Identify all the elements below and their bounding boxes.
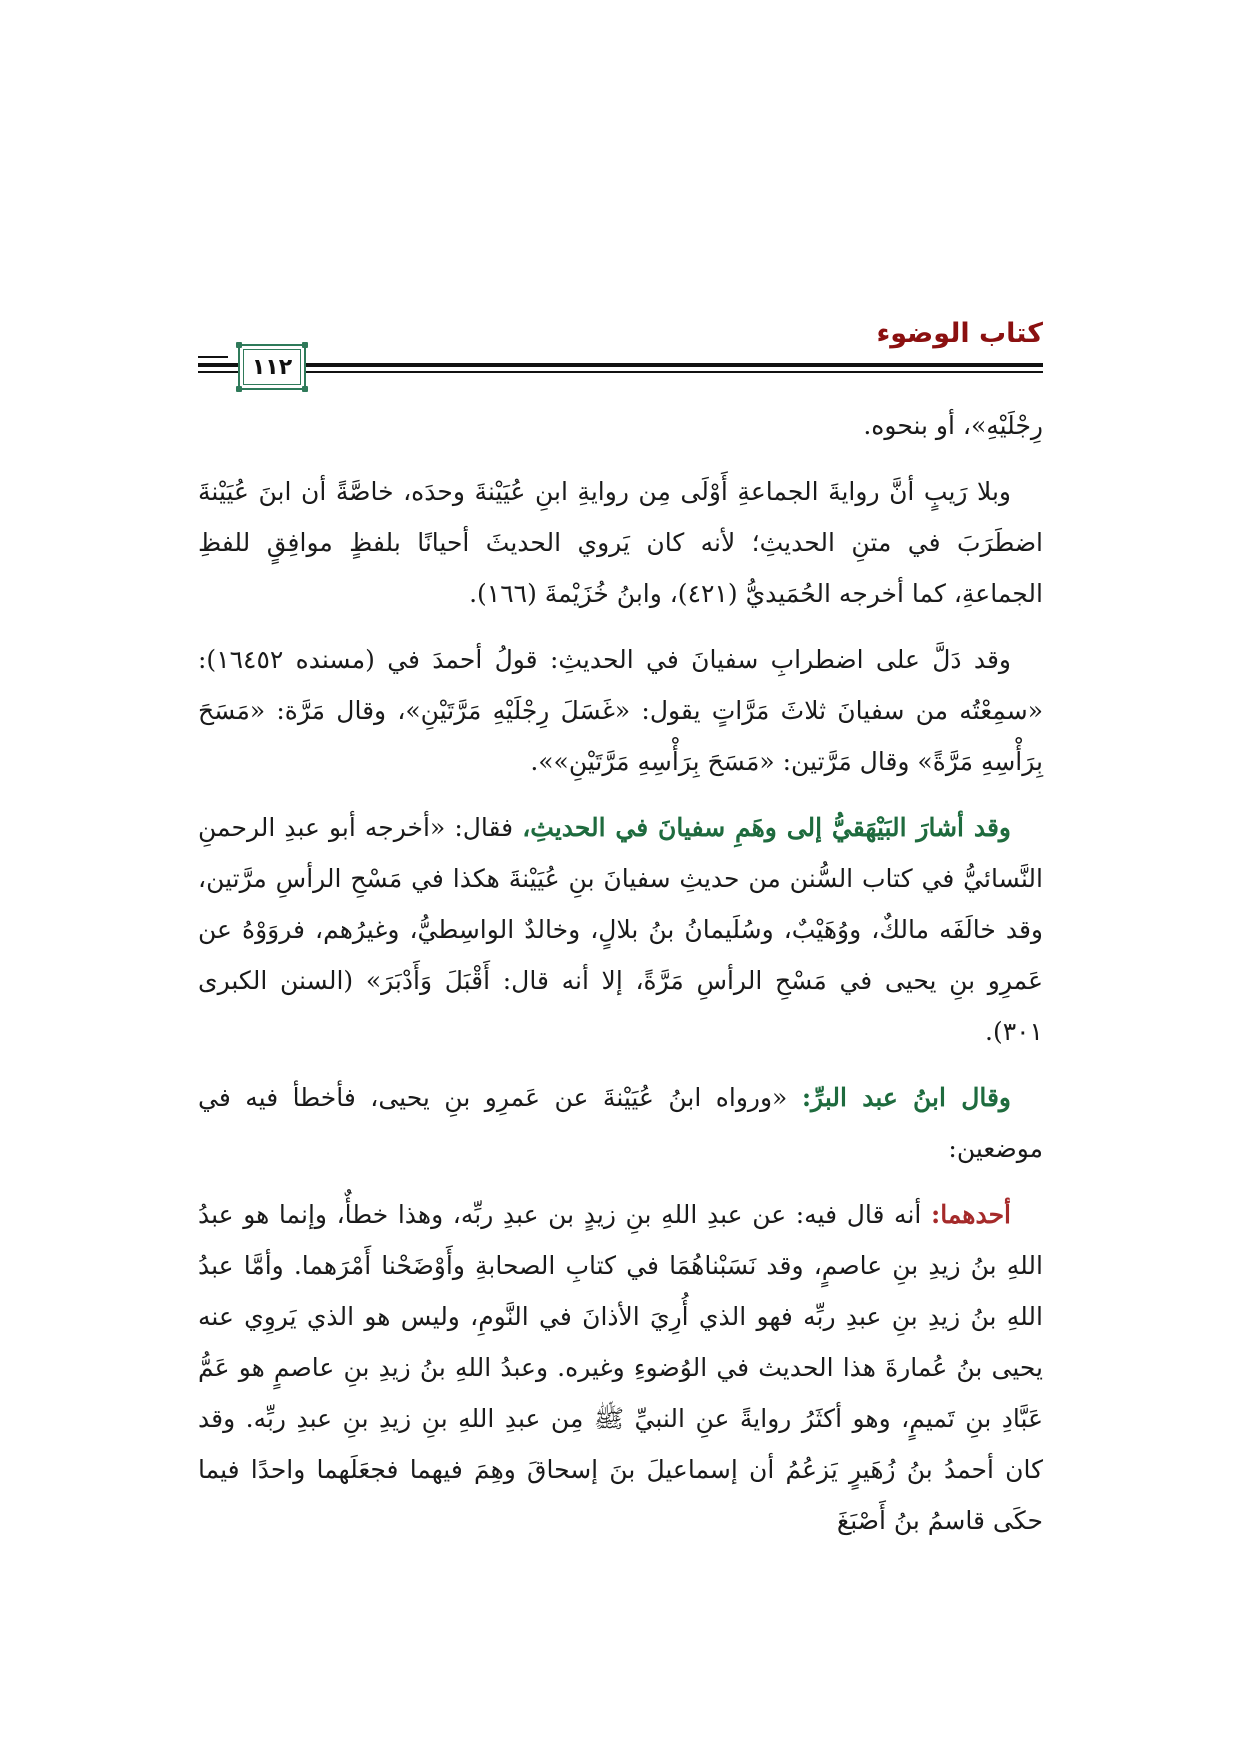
paragraph-4-text: فقال: «أخرجه أبو عبدِ الرحمنِ النَّسائيُّ في كتاب السُّنن من حديثِ سفيانَ بنِ عُيَيْنةَ هكذا في مَسْحِ الرأسِ مرَّتين، وقد خالَفَه مالكٌ، ووُهَيْبٌ، وسُلَيمانُ بنُ بلالٍ، وخالدٌ الواسِطيُّ، وغيرُهم، فروَوْهُ عن عَمرِو بنِ يحيى في مَسْحِ الرأسِ مَرَّةً، إلا أنه قال: أَقْبَلَ وَأَدْبَرَ» (السنن الكبرى ٣٠١). xyxy=(198,813,1043,1046)
running-title: كتاب الوضوء xyxy=(876,318,1043,349)
header-ornament-tick xyxy=(198,364,228,366)
body-text xyxy=(198,400,1043,1561)
paragraph-5-lead: وقال ابنُ عبد البرِّ: xyxy=(801,1083,1011,1112)
paragraph-1: رِجْلَيْهِ»، أو بنحوه. xyxy=(863,411,1043,440)
paragraph-6 xyxy=(198,1189,1043,1546)
paragraph-6-text: أنه قال فيه: عن عبدِ اللهِ بنِ زيدٍ بن عبدِ ربِّه، وهذا خطأٌ، وإنما هو عبدُ اللهِ بنُ زيدِ بنِ عاصمٍ، وقد نَسَبْناهُمَا في كتابِ الصحابةِ وأَوْضَحْنا أَمْرَهما. وأمَّا عبدُ اللهِ بنُ زيدِ بنِ عبدِ ربِّه فهو الذي أُرِيَ الأذانَ في النَّومِ، وليس هو الذي يَروِي عنه يحيى بنُ عُمارةَ هذا الحديث في الوُضوءِ وغيره. وعبدُ اللهِ بنُ زيدِ بنِ عاصمٍ هو عَمُّ عَبَّادِ بنِ تَميمٍ، وهو أكثَرُ روايةً عنِ النبيِّ ﷺ مِن عبدِ اللهِ بنِ زيدِ بنِ عبدِ ربِّه. وقد كان أحمدُ بنُ زُهَيرٍ يَزعُمُ أن إسماعيلَ بنَ إسحاقَ وهِمَ فيهما فجعَلَهما واحدًا فيما حكَى قاسمُ بنُ أَصْبَغَ xyxy=(198,1200,1043,1535)
frame-corner-icon xyxy=(236,342,242,348)
page-number: ١١٢ xyxy=(251,354,293,380)
paragraph-3: وقد دَلَّ على اضطرابِ سفيانَ في الحديثِ: قولُ أحمدَ في (مسنده ١٦٤٥٢): «سمِعْتُه من سفيانَ ثلاثَ مَرَّاتٍ يقول: «غَسَلَ رِجْلَيْهِ مَرَّتَيْنِ»، وقال مَرَّة: «مَسَحَ بِرَأْسِهِ مَرَّةً» وقال مَرَّتين: «مَسَحَ بِرَأْسِهِ مَرَّتَيْنِ»». xyxy=(198,645,1043,776)
frame-corner-icon xyxy=(302,386,308,392)
paragraph-4-lead: وقد أشارَ البَيْهَقيُّ إلى وهَمِ سفيانَ في الحديثِ، xyxy=(522,813,1011,842)
frame-corner-icon xyxy=(236,386,242,392)
header-ornament-tick xyxy=(198,356,228,358)
header-rule-thick xyxy=(198,363,1043,367)
header-rule-thin xyxy=(198,371,1043,373)
paragraph-5 xyxy=(198,1072,1043,1174)
page-header xyxy=(198,318,1043,378)
paragraph-4 xyxy=(198,802,1043,1057)
paragraph-2: وبلا رَيبٍ أنَّ روايةَ الجماعةِ أَوْلَى مِن روايةِ ابنِ عُيَيْنةَ وحدَه، خاصَّةً أن ابنَ عُيَيْنةَ اضطَرَبَ في متنِ الحديثِ؛ لأنه كان يَروي الحديثَ أحيانًا بلفظٍ موافِقٍ للفظِ الجماعةِ، كما أخرجه الحُمَيديُّ (٤٢١)، وابنُ خُزَيْمةَ (١٦٦). xyxy=(198,477,1043,608)
page-number-frame xyxy=(238,344,306,390)
paragraph-6-lead: أحدهما: xyxy=(930,1200,1011,1229)
frame-corner-icon xyxy=(302,342,308,348)
paragraph-5-text: «ورواه ابنُ عُيَيْنةَ عن عَمرِو بنِ يحيى، فأخطأ فيه في موضعين: xyxy=(198,1083,1043,1163)
